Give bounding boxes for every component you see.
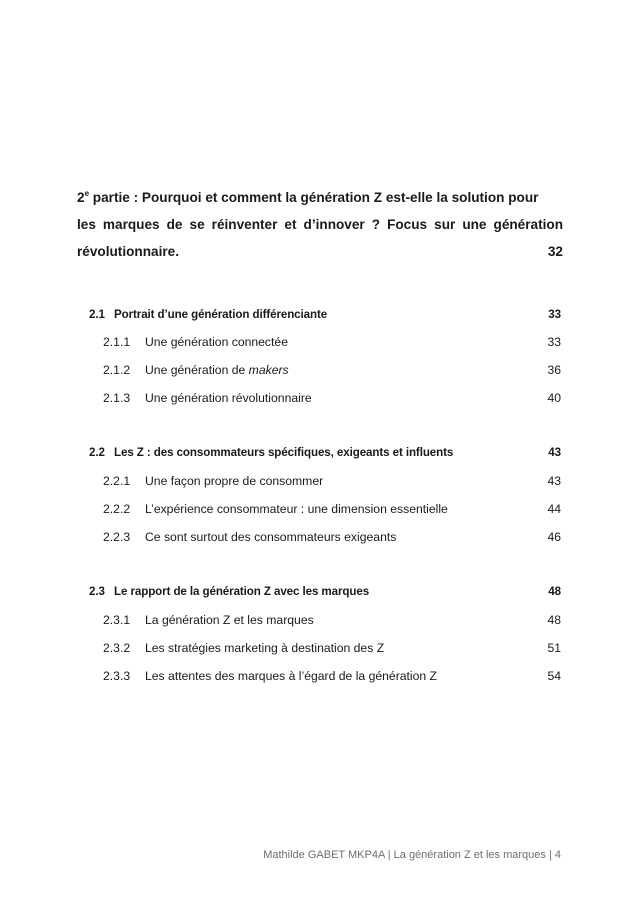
toc-page-number: 36: [547, 363, 561, 377]
part-heading-line-1: [77, 184, 563, 211]
toc-section-number: 2.3: [89, 585, 105, 598]
toc-section-2-2[interactable]: [0, 444, 638, 462]
toc-item-number: 2.1.3: [103, 391, 131, 405]
toc-item-title: L’expérience consommateur : une dimension essentielle: [145, 502, 448, 516]
toc-section-2-1[interactable]: [0, 306, 638, 324]
toc-item-title: [145, 361, 289, 379]
toc-item-number: 2.2.2: [103, 502, 131, 516]
toc-item-2-3-2[interactable]: [0, 639, 638, 657]
toc-item-number: 2.3.3: [103, 669, 131, 683]
toc-item-title-italic: makers: [248, 363, 289, 377]
toc-page-number: 40: [547, 391, 561, 405]
toc-page-number: 54: [547, 669, 561, 683]
toc-page-number: 51: [547, 641, 561, 655]
toc-item-2-2-2[interactable]: [0, 500, 638, 518]
toc-item-number: 2.3.2: [103, 641, 131, 655]
part-title-line-2: les marques de se réinventer et d’innover ? Focus sur une génération: [77, 217, 563, 232]
toc-section-2-3[interactable]: [0, 583, 638, 601]
toc-section-title: Portrait d’une génération différenciante: [114, 308, 328, 321]
toc-item-title: Les attentes des marques à l’égard de la génération Z: [145, 669, 438, 683]
part-superscript: e: [84, 189, 90, 198]
toc-item-title: Une façon propre de consommer: [145, 474, 324, 488]
toc-item-title: Une génération connectée: [145, 335, 288, 349]
toc-page-number: 46: [547, 530, 561, 544]
toc-section-number: 2.2: [89, 446, 105, 459]
part-number: 2: [77, 190, 85, 205]
toc-section-title: Les Z : des consommateurs spécifiques, exigeants et influents: [114, 446, 454, 459]
part-page-number: 32: [547, 244, 563, 259]
toc-page-number: 33: [548, 308, 561, 321]
toc-page-number: 44: [547, 502, 561, 516]
toc-item-number: 2.2.1: [103, 474, 131, 488]
toc-section-number: 2.1: [89, 308, 105, 321]
toc-item-2-1-2[interactable]: [0, 361, 638, 379]
toc-section-title: Le rapport de la génération Z avec les marques: [114, 585, 370, 598]
toc-item-2-3-1[interactable]: [0, 611, 638, 629]
toc-item-title: La génération Z et les marques: [145, 613, 314, 627]
toc-item-2-1-3[interactable]: [0, 389, 638, 407]
toc-item-title: Les stratégies marketing à destination des Z: [145, 641, 385, 655]
part-title-line-3: révolutionnaire.: [77, 244, 179, 259]
toc-item-title-text: Une génération de: [145, 363, 249, 377]
part-heading: [77, 184, 563, 265]
toc-item-number: 2.1.1: [103, 335, 131, 349]
toc-item-2-1-1[interactable]: [0, 333, 638, 351]
toc-item-2-2-1[interactable]: [0, 472, 638, 490]
part-heading-line-3: [77, 238, 563, 265]
page-footer: Mathilde GABET MKP4A | La génération Z et les marques | 4: [263, 849, 561, 861]
toc-page-number: 43: [547, 474, 561, 488]
toc-item-2-3-3[interactable]: [0, 667, 638, 685]
toc-item-2-2-3[interactable]: [0, 528, 638, 546]
toc-item-number: 2.3.1: [103, 613, 131, 627]
toc-item-number: 2.2.3: [103, 530, 131, 544]
toc-item-title: Ce sont surtout des consommateurs exigeants: [145, 530, 397, 544]
toc-page-number: 43: [548, 446, 561, 459]
toc-page-number: 48: [547, 613, 561, 627]
toc-page-number: 33: [547, 335, 561, 349]
part-title-line-1: partie : Pourquoi et comment la génération Z est-elle la solution pour: [89, 190, 539, 205]
toc-page-number: 48: [548, 585, 561, 598]
toc-item-number: 2.1.2: [103, 363, 131, 377]
toc-item-title: Une génération révolutionnaire: [145, 391, 312, 405]
